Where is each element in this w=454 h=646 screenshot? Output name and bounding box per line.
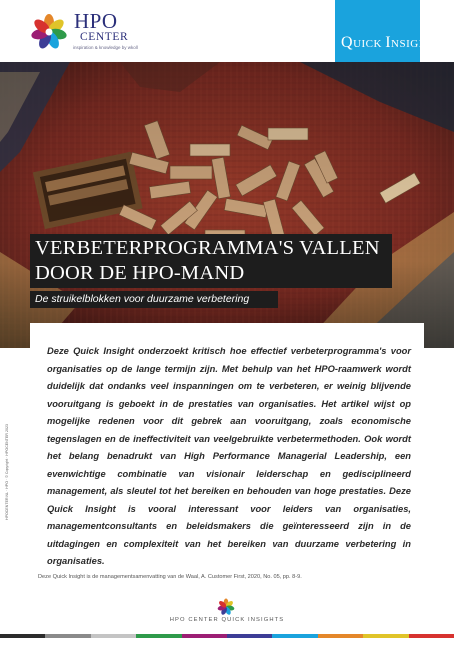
footer-stripe-5 [182, 634, 227, 638]
footer-stripe-9 [363, 634, 408, 638]
footer-stripe-3 [91, 634, 136, 638]
subtitle-box [30, 291, 278, 308]
footer-stripe-7 [272, 634, 317, 638]
footer-stripe-2 [45, 634, 90, 638]
badge-label: QUICK INSIGHTS [341, 34, 441, 51]
brand-tagline: inspiration & knowledge by wkoll [73, 45, 138, 50]
abstract-text: Deze Quick Insight onderzoekt kritisch hoe effectief verbeterprogramma's voor organisaties op de lange termijn zijn. Met behulp van het HPO-raamwerk wordt duidelijk dat ondanks veel inspanningen om te verbeteren, er weinig blijvende vooruitgang is geboekt in de prestaties van organisaties. Het artikel wijst op mogelijke redenen voor dit gebrek aan vooruitgang, zoals economische tegenslagen en de ineffectiviteit van veelgebruikte verbetermethoden. Ook wordt het belang benadrukt van High Performance Managerial Leadership, een evenwichtige combinatie van visionair leiderschap en gedisciplineerd management, als sleutel tot het bereiken en behouden van hoge prestaties. Deze Quick Insight is vooral interessant voor leiders van organisaties, managementconsultants en beleidsmakers die geïnteresseerd zijn in de uitdagingen en complexiteit van het bereiken van duurzame verbetering in organisaties. [47, 346, 411, 566]
hpo-flower-logo-icon [30, 13, 68, 51]
footer-stripe-8 [318, 634, 363, 638]
brand-sub: CENTER [80, 31, 129, 43]
footer-flower-icon [217, 598, 235, 616]
footer-stripe-6 [227, 634, 272, 638]
side-copyright-note: HPOCENTER.NL · HPO · © Copyright · HPOCENTER 2023 [5, 424, 9, 520]
brand-name: HPO [74, 9, 118, 33]
footer-label: HPO CENTER QUICK INSIGHTS [169, 617, 285, 623]
citation-text: Deze Quick Insight is de managementsamenvatting van de Waal, A. Customer First, 2020, No. 05, pp. 8-9. [38, 574, 302, 580]
footer-stripe-4 [136, 634, 181, 638]
article-title: VERBETERPROGRAMMA'S VALLEN DOOR DE HPO-MAND [35, 237, 380, 284]
footer-color-stripes [0, 634, 454, 638]
article-subtitle: De struikelblokken voor duurzame verbetering [35, 293, 250, 305]
title-box [30, 234, 392, 288]
abstract-panel [30, 323, 424, 573]
quick-insights-badge [335, 0, 441, 62]
footer-stripe-1 [0, 634, 45, 638]
footer-stripe-10 [409, 634, 454, 638]
page-header [0, 0, 454, 62]
